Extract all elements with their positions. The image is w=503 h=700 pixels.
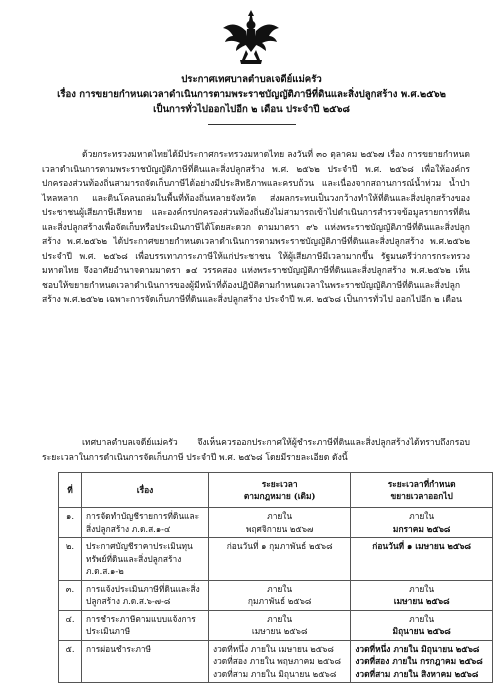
- row-number: ๕.: [59, 640, 82, 683]
- original-line1: ภายใน: [267, 511, 293, 521]
- original-line1: ภายใน: [267, 613, 293, 624]
- row-original-period: [209, 508, 351, 538]
- row-extended-period: [351, 508, 493, 538]
- extended-line1: ภายใน: [409, 583, 435, 594]
- table-header-row: [59, 473, 493, 508]
- extended-line1: ภายใน: [409, 511, 435, 521]
- row-number: ๑.: [59, 508, 82, 538]
- extended-line2: เมษายน ๒๕๖๘: [393, 596, 450, 606]
- announcement-title: [0, 72, 503, 117]
- subject-line-continued: เป็นการทั่วไปออกไปอีก ๒ เดือน ประจำปี ๒๕๖๘: [153, 104, 350, 115]
- table-row: [59, 610, 493, 640]
- original-installment-2: งวดที่สอง ภายใน พฤษภาคม ๒๕๖๘: [213, 656, 342, 666]
- original-installment-3: งวดที่สาม ภายใน มิถุนายน ๒๕๖๘: [213, 668, 337, 679]
- header-matter: เรื่อง: [82, 473, 209, 508]
- extended-installment-1: งวดที่หนึ่ง ภายใน มิถุนายน ๒๕๖๘: [355, 643, 480, 654]
- row-extended-period: [351, 580, 493, 610]
- table-row: [59, 640, 493, 683]
- paragraph-text: เทศบาลตำบลเจดีย์แม่ครัว จึงเห็นควรออกประกาศให้ผู้ชำระภาษีที่ดินและสิ่งปลูกสร้างได้ทราบถึงกรอบระยะเวลาในการดำเนินการจัดเก็บภาษี ประจำปี พ.ศ. ๒๕๖๘ โดยมีรายละเอียด ดังนี้: [42, 438, 470, 463]
- row-matter: ประกาศบัญชีราคาประเมินทุนทรัพย์ที่ดินและสิ่งปลูกสร้าง ภ.ด.ส.๑-๒: [82, 538, 209, 581]
- table-row: [59, 580, 493, 610]
- row-original-period: [209, 610, 351, 640]
- original-line1: ภายใน: [267, 583, 293, 594]
- body-paragraph-2: [42, 436, 470, 465]
- header-extended-line1: ระยะเวลาที่กำหนด: [387, 478, 456, 489]
- row-number: ๓.: [59, 580, 82, 610]
- row-extended-period: [351, 538, 493, 581]
- row-matter: การผ่อนชำระภาษี: [82, 640, 209, 683]
- table-row: [59, 538, 493, 581]
- extended-line1: ก่อนวันที่ ๑ เมษายน ๒๕๖๘: [372, 541, 472, 551]
- row-original-period: [209, 640, 351, 683]
- original-line2: กุมภาพันธ์ ๒๕๖๘: [247, 596, 312, 606]
- original-line1: ก่อนวันที่ ๑ กุมภาพันธ์ ๒๕๖๘: [226, 541, 333, 551]
- original-installment-1: งวดที่หนึ่ง ภายใน เมษายน ๒๕๖๘: [213, 643, 334, 654]
- extended-line1: ภายใน: [409, 613, 435, 624]
- header-no: ที่: [59, 473, 82, 508]
- issuer-title: ประกาศเทศบาลตำบลเจดีย์แม่ครัว: [181, 74, 322, 85]
- header-extended-period: [351, 473, 493, 508]
- row-original-period: [209, 580, 351, 610]
- subject-line: เรื่อง การขยายกำหนดเวลาดำเนินการตามพระราชบัญญัติภาษีที่ดินและสิ่งปลูกสร้าง พ.ศ.๒๕๖๒: [57, 89, 446, 100]
- extended-installment-3: งวดที่สาม ภายใน สิงหาคม ๒๕๖๘: [355, 668, 479, 679]
- row-original-period: [209, 538, 351, 581]
- row-number: ๔.: [59, 610, 82, 640]
- table-row: [59, 508, 493, 538]
- row-matter: การแจ้งประเมินภาษีที่ดินและสิ่งปลูกสร้าง ภ.ด.ส.๖-๗-๘: [82, 580, 209, 610]
- extended-line2: มิถุนายน ๒๕๖๘: [392, 626, 451, 636]
- original-line2: พฤศจิกายน ๒๕๖๗: [245, 523, 314, 534]
- header-original-period: [209, 473, 351, 508]
- header-extended-line2: ขยายเวลาออกไป: [390, 491, 453, 501]
- header-original-line2: ตามกฎหมาย (เดิม): [243, 491, 316, 501]
- header-original-line1: ระยะเวลา: [261, 478, 298, 489]
- row-number: ๒.: [59, 538, 82, 581]
- schedule-table: [58, 472, 493, 683]
- title-divider: [208, 124, 296, 125]
- row-matter: การจัดทำบัญชีรายการที่ดินและสิ่งปลูกสร้าง ภ.ด.ส.๑-๔: [82, 508, 209, 538]
- extended-installment-2: งวดที่สอง ภายใน กรกฎาคม ๒๕๖๘: [355, 656, 483, 666]
- row-extended-period: [351, 610, 493, 640]
- garuda-emblem-icon: [221, 8, 281, 66]
- extended-line2: มกราคม ๒๕๖๘: [392, 523, 451, 534]
- paragraph-text: ด้วยกระทรวงมหาดไทยได้มีประกาศกระทรวงมหาดไทย ลงวันที่ ๓๐ ตุลาคม ๒๕๖๗ เรื่อง การขยายกำหนดเวลาดำเนินการตามพระราชบัญญัติภาษีที่ดินและสิ่งปลูกสร้าง พ.ศ. ๒๕๖๒ ประจำปี พ.ศ. ๒๕๖๘ เพื่อให้องค์กรปกครองส่วนท้องถิ่นสามารถจัดเก็บภาษีได้อย่างมีประสิทธิภาพและครบถ้วน และเนื่องจากสถานการณ์น้ำท่วม น้ำป่าไหลหลาก และดินโคลนถล่มในพื้นที่ท้องถิ่นหลายจังหวัด ส่งผลกระทบเป็นวงกว้างทำให้ที่ดินและสิ่งปลูกสร้างของประชาชนผู้เสียภาษีเสียหาย และองค์กรปกครองส่วนท้องถิ่นยังไม่สามารถเข้าไปดำเนินการสำรวจข้อมูลรายการที่ดินและสิ่งปลูกสร้างเพื่อจัดเก็บหรือประเมินภาษีได้โดยสะดวก ตามมาตรา ๙๖ แห่งพระราชบัญญัติภาษีที่ดินและสิ่งปลูกสร้าง พ.ศ.๒๕๖๒ ได้ประกาศขยายกำหนดเวลาดำเนินการตามพระราชบัญญัติภาษีที่ดินและสิ่งปลูกสร้าง พ.ศ.๒๕๖๒ ประจำปี พ.ศ. ๒๕๖๘ เพื่อบรรเทาภาระภาษีให้แก่ประชาชน ให้ผู้เสียภาษีมีเวลามากขึ้น รัฐมนตรีว่าการกระทรวงมหาดไทย จึงอาศัยอำนาจตามมาตรา ๑๔ วรรคสอง แห่งพระราชบัญญัติภาษีที่ดินและสิ่งปลูกสร้าง พ.ศ.๒๕๖๒ เห็นชอบให้ขยายกำหนดเวลาดำเนินการของผู้มีหน้าที่ต้องปฏิบัติตามกำหนดเวลาในพระราชบัญญัติภาษีที่ดินและสิ่งปลูกสร้าง พ.ศ.๒๕๖๒ เฉพาะการจัดเก็บภาษีที่ดินและสิ่งปลูกสร้าง ประจำปี พ.ศ. ๒๕๖๘ เป็นการทั่วไป ออกไปอีก ๒ เดือน: [42, 150, 470, 305]
- body-paragraph-1: [42, 148, 470, 308]
- original-line2: เมษายน ๒๕๖๘: [251, 626, 308, 636]
- row-extended-period: [351, 640, 493, 683]
- row-matter: การชำระภาษีตามแบบแจ้งการประเมินภาษี: [82, 610, 209, 640]
